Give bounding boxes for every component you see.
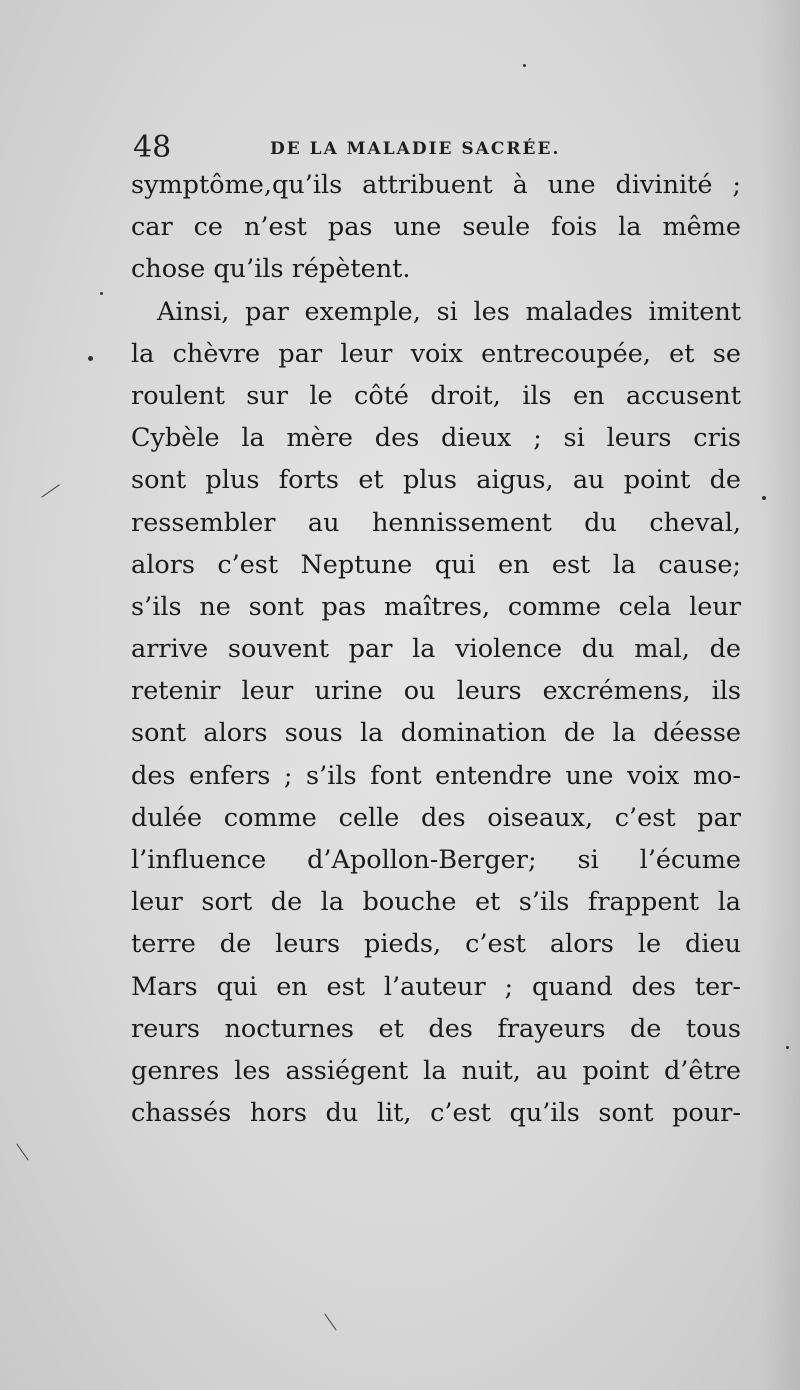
text-line: l’influence d’Apollon-Berger; si l’écume [131, 845, 741, 875]
page-number: 48 [133, 130, 172, 165]
page-edge-shadow [760, 0, 800, 1390]
text-line: Cybèle la mère des dieux ; si leurs cris [131, 423, 741, 454]
text-line: ressembler au hennissement du cheval, [131, 507, 741, 538]
text-line: genres les assiégent la nuit, au point d’être [131, 1055, 741, 1086]
text-line: roulent sur le côté droit, ils en accusent [131, 380, 741, 411]
text-line: sont alors sous la domination de la déesse [131, 718, 741, 749]
text-line: dulée comme celle des oiseaux, c’est par [131, 802, 741, 833]
text-line: Mars qui en est l’auteur ; quand des ter- [131, 971, 741, 1002]
scan-speck [88, 356, 93, 361]
scan-speck [786, 1046, 789, 1049]
text-line: des enfers ; s’ils font entendre une voix mo- [131, 760, 741, 791]
scan-speck [762, 496, 766, 500]
text-line: chassés hors du lit, c’est qu’ils sont pour- [131, 1098, 741, 1129]
running-head [133, 128, 753, 168]
text-line: la chèvre par leur voix entrecoupée, et se [131, 338, 741, 369]
text-line: s’ils ne sont pas maîtres, comme cela leur [131, 591, 741, 622]
scan-scratch [16, 1144, 28, 1161]
text-line: symptôme,qu’ils attribuent à une divinité ; [131, 170, 741, 200]
running-title: DE LA MALADIE SACRÉE. [270, 139, 561, 159]
scan-scratch [324, 1314, 336, 1331]
text-line: Ainsi, par exemple, si les malades imitent [157, 296, 741, 327]
text-line: retenir leur urine ou leurs excrémens, ils [131, 676, 741, 707]
text-line: leur sort de la bouche et s’ils frappent la [131, 887, 741, 918]
text-line: alors c’est Neptune qui en est la cause; [131, 549, 741, 580]
body-text [131, 164, 741, 1134]
scan-speck [100, 292, 103, 295]
scan-scratch [41, 484, 60, 497]
text-line: car ce n’est pas une seule fois la même [131, 212, 741, 243]
scan-speck [523, 64, 526, 67]
text-line: reurs nocturnes et des frayeurs de tous [131, 1013, 741, 1044]
text-line: chose qu’ils répètent. [131, 254, 411, 285]
text-line: arrive souvent par la violence du mal, de [131, 634, 741, 665]
text-line: terre de leurs pieds, c’est alors le dieu [131, 929, 741, 960]
text-line: sont plus forts et plus aigus, au point de [131, 465, 741, 496]
